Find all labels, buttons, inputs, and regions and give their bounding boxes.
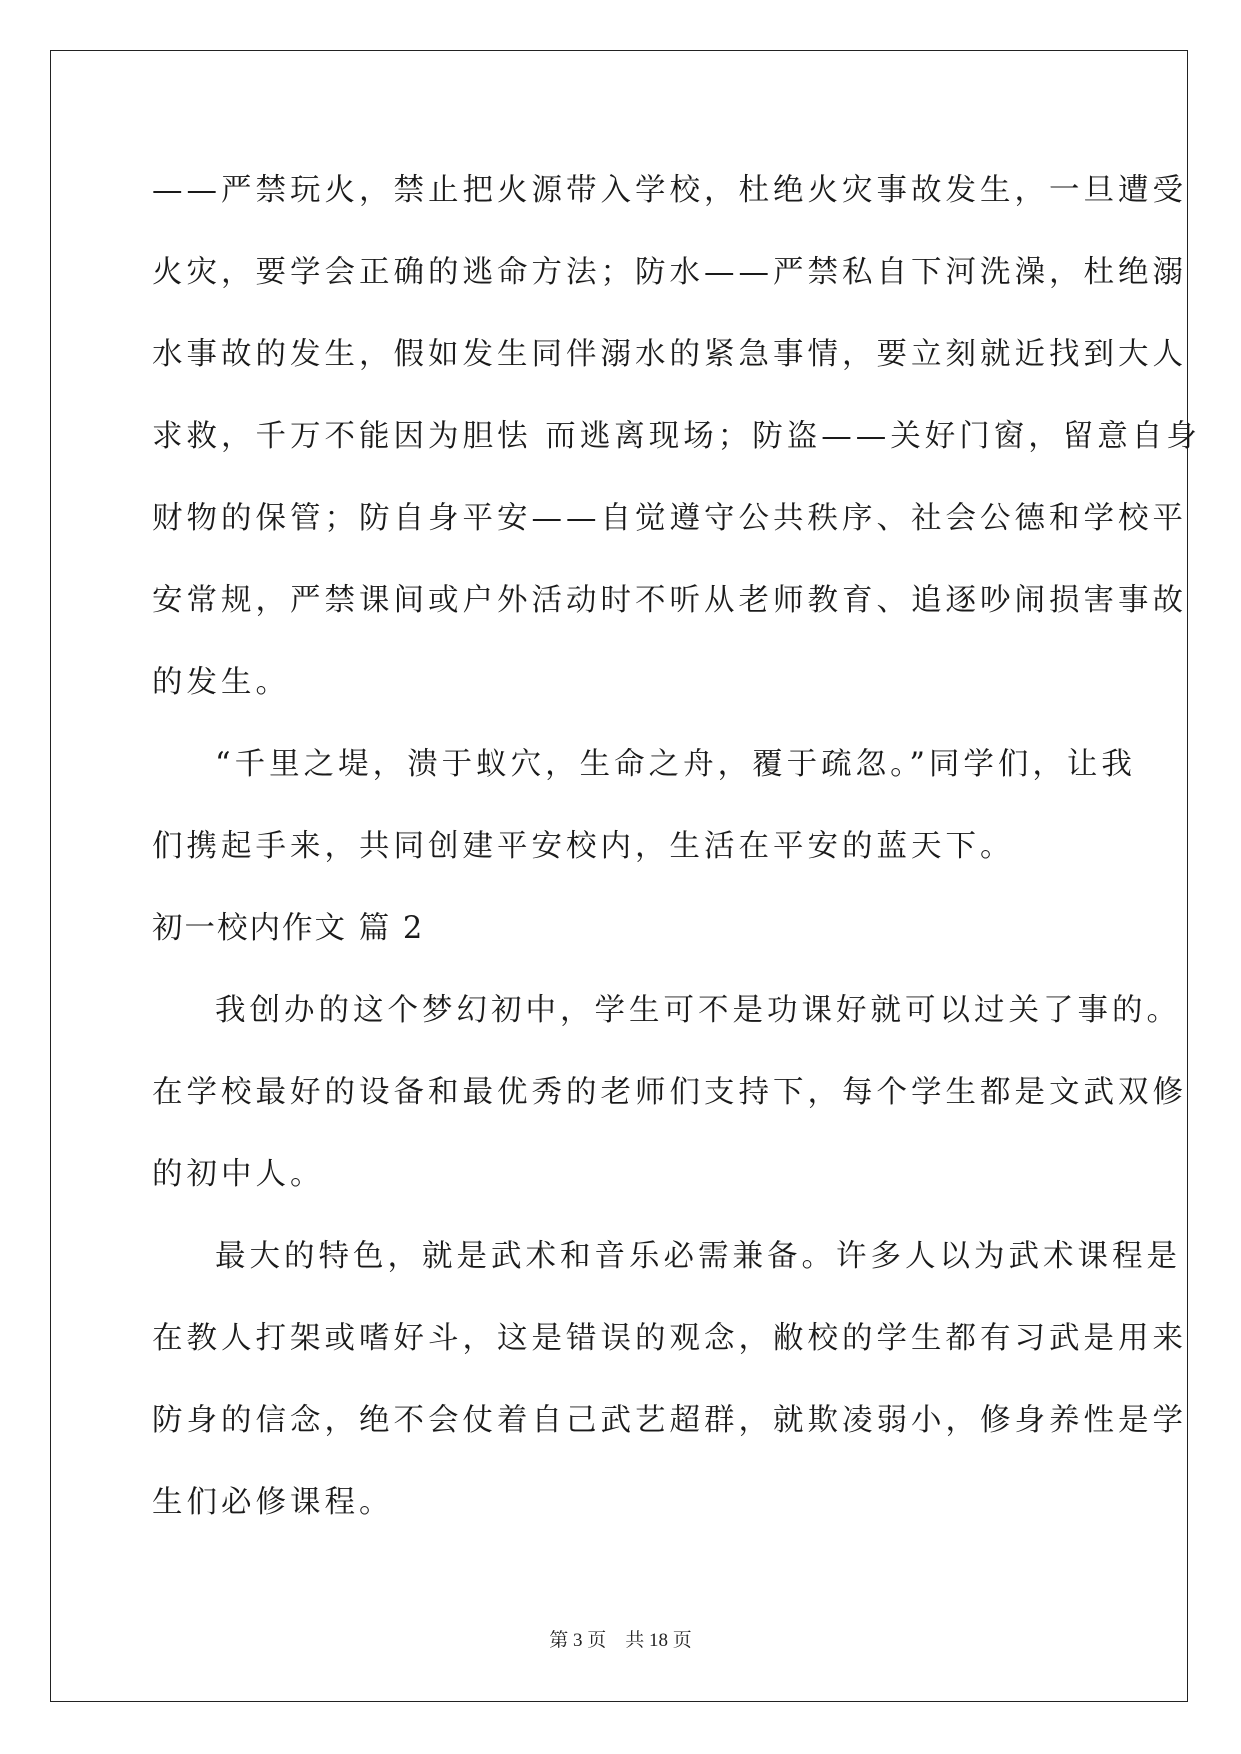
- text-line: 财物的保管；防自身平安——自觉遵守公共秩序、社会公德和学校平: [152, 501, 1187, 536]
- text-line: 火灾，要学会正确的逃命方法；防水——严禁私自下河洗澡，杜绝溺: [152, 255, 1187, 290]
- text-line: 在教人打架或嗜好斗，这是错误的观念，敝校的学生都有习武是用来: [152, 1321, 1187, 1356]
- text-line: 我创办的这个梦幻初中，学生可不是功课好就可以过关了事的。: [215, 993, 1181, 1028]
- text-line: 防身的信念，绝不会仗着自己武艺超群，就欺凌弱小，修身养性是学: [152, 1403, 1187, 1438]
- text-line: 的发生。: [152, 665, 290, 700]
- text-line: 的初中人。: [152, 1157, 325, 1192]
- document-body: [152, 163, 1201, 1557]
- text-line: 安常规，严禁课间或户外活动时不听从老师教育、追逐吵闹损害事故: [152, 583, 1187, 618]
- text-line: 最大的特色，就是武术和音乐必需兼备。许多人以为武术课程是: [215, 1239, 1181, 1274]
- page-number-footer: 第 3 页 共 18 页: [549, 1630, 692, 1651]
- text-line: “千里之堤，溃于蚁穴，生命之舟，覆于疏忽。”同学们，让我: [215, 747, 1136, 782]
- text-line: 求救，千万不能因为胆怯 而逃离现场；防盗——关好门窗，留意自身: [152, 419, 1201, 454]
- text-line: 在学校最好的设备和最优秀的老师们支持下，每个学生都是文武双修: [152, 1075, 1187, 1110]
- section-heading: 初一校内作文 篇 2: [152, 911, 425, 946]
- text-line: 生们必修课程。: [152, 1485, 394, 1520]
- text-line: ——严禁玩火，禁止把火源带入学校，杜绝火灾事故发生，一旦遭受: [152, 173, 1187, 208]
- text-line: 们携起手来，共同创建平安校内，生活在平安的蓝天下。: [152, 829, 1015, 864]
- text-line: 水事故的发生，假如发生同伴溺水的紧急事情，要立刻就近找到大人: [152, 337, 1187, 372]
